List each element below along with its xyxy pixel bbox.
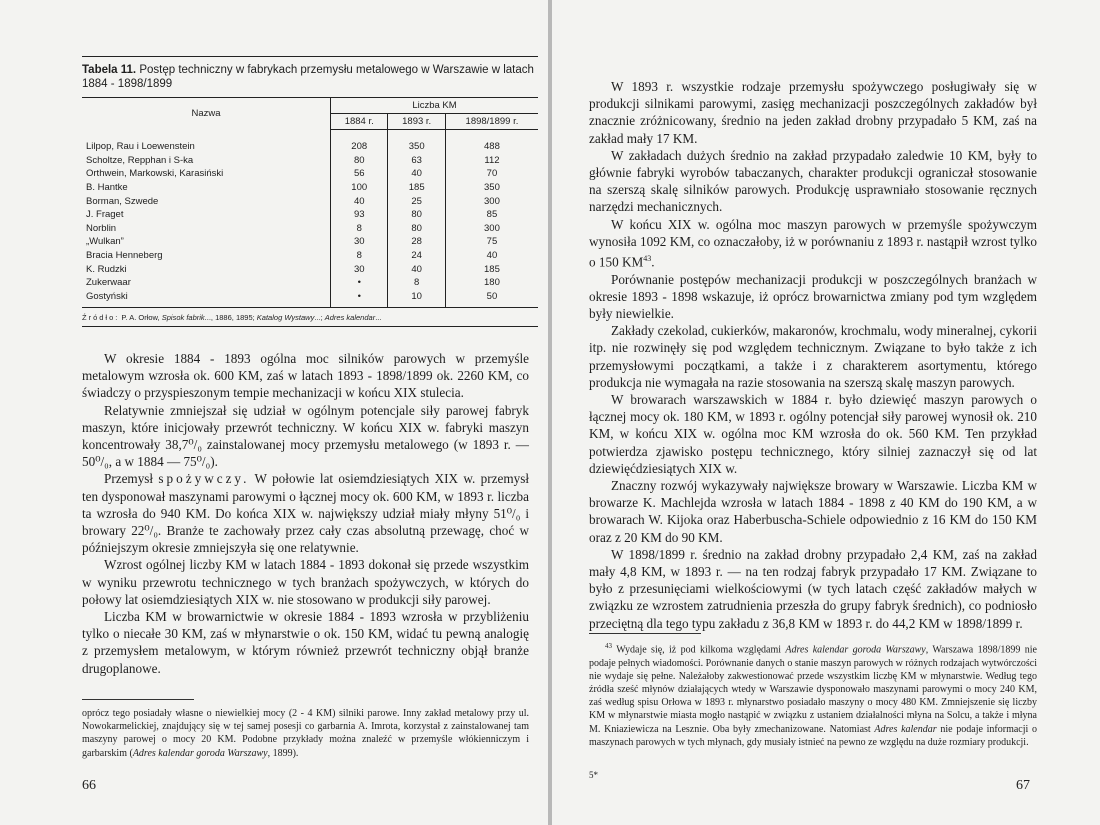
km-1898-cell: 50 — [445, 290, 538, 308]
paragraph-text: Przemysł — [104, 471, 159, 487]
table-row — [82, 167, 538, 181]
company-name-cell: Bracia Henneberg — [82, 249, 331, 263]
km-1884-cell: 8 — [356, 222, 362, 234]
km-1884-cell: 40 — [353, 195, 365, 207]
page-number-left: 66 — [82, 778, 96, 793]
km-1893-cell: 185 — [388, 181, 445, 195]
table-source — [82, 313, 538, 327]
company-name-cell: Lilpop, Rau i Loewenstein — [82, 130, 331, 154]
table-body — [82, 130, 538, 308]
km-1893-cell: 80 — [388, 222, 445, 236]
km-1898-cell: 350 — [445, 181, 538, 195]
km-1893-cell: 24 — [388, 249, 445, 263]
company-name-cell: B. Hantke — [82, 181, 331, 195]
km-1893-cell: 10 — [388, 290, 445, 308]
data-table — [82, 97, 538, 308]
column-header-year: 1898/1899 r. — [445, 114, 538, 130]
km-1898-cell: 85 — [445, 208, 538, 222]
km-1884-cell: • — [331, 290, 388, 308]
paragraph: Relatywnie zmniejszał się udział w ogólnym potencjale siły parowej fabryk maszyn, które inicjowały przewrót techniczny. W końcu XIX w. fabryki maszyn koncentrowały 38,7⁰/₀ zainstalowanej mocy przemysłu metalowego (w 1893 r. — 50⁰/₀, a w 1884 — 75⁰/₀). — [82, 402, 529, 470]
km-1898-cell: 300 — [445, 222, 538, 236]
right-body-text — [589, 78, 1037, 632]
printer-signature: 5* — [589, 770, 598, 780]
footnote-marker: 43 — [643, 254, 652, 264]
source-text: ..., 1886, 1895; — [204, 313, 257, 323]
column-header-year: 1884 r. — [331, 114, 388, 130]
km-1898-cell: 185 — [445, 262, 538, 276]
column-header-year: 1893 r. — [388, 114, 445, 130]
table-11 — [82, 56, 538, 327]
footnote-rule — [82, 699, 194, 700]
source-label: Źródło: — [82, 313, 120, 323]
table-row — [82, 154, 538, 168]
footnote-rule — [589, 633, 701, 634]
section-keyword: spożywczy. — [158, 471, 250, 487]
paragraph: W browarach warszawskich w 1884 r. było dziewięć maszyn parowych o łącznej mocy ok. 180 KM, w 1893 r. ogólny potencjał siły parowej wynosił ok. 210 KM, w końcu XIX w. ogólna moc KM wzrosła do ok. 560 KM. Ten przykład potwierdza zjawisko postępu technicznego, który silniej zaznaczył się od lat dziewięćdziesiątych XIX w. — [589, 392, 1037, 476]
paragraph: W okresie 1884 - 1893 ogólna moc silników parowych w przemyśle metalowym wzrosła ok. 600 KM, zaś w latach 1893 - 1898/1899 ok. 2260 KM, co świadczy o przyspieszonym tempie mechanizacji w końcu XIX stulecia. — [82, 351, 529, 401]
paragraph — [82, 470, 529, 556]
column-header-name: Nazwa — [82, 98, 331, 130]
company-name-cell: Zukerwaar — [82, 276, 331, 290]
table-row — [82, 276, 538, 290]
footnote-text: nie podaje informacji o maszynach parowych w tych młynach, gdy musiały istnieć na pewno ze względu na duże rozmiary produkcji. — [589, 723, 1037, 748]
footnote-title: Adres kalendar goroda Warszawy — [785, 644, 926, 656]
column-group-header: Liczba KM — [331, 98, 539, 114]
left-footnotes — [82, 707, 529, 760]
footnote — [589, 640, 1037, 749]
source-title: Adres kalendar — [324, 313, 376, 323]
km-1898-cell: 488 — [445, 130, 538, 154]
company-name-cell: Norblin — [82, 222, 331, 236]
page-left — [0, 0, 548, 825]
km-1884-cell: 80 — [353, 154, 365, 166]
source-title: Katalog Wystawy — [256, 313, 315, 323]
km-1884-cell: 208 — [351, 141, 368, 153]
paragraph: Porównanie postępów mechanizacji produkcji w poszczególnych branżach w okresie 1893 - 1898 wskazuje, iż oprócz browarnictwa zmiany pod tym względem były niewielkie. — [589, 271, 1037, 322]
footnote-text: oprócz tego posiadały własne o niewielkiej mocy (2 - 4 KM) silniki parowe. Inny zakład metalowy przy ul. Nowokarmelickiej, znajdujący się w tej samej posesji co garbarnia A. Imrota, korzystał z zainstalowanej tam maszyny parowej o mocy 20 KM. Podobne przykłady można znaleźć w przemyśle włókienniczym i garbarskim ( — [82, 708, 529, 759]
km-1884-cell: 100 — [351, 182, 368, 194]
company-name-cell: „Wulkan” — [82, 235, 331, 249]
km-1898-cell: 70 — [445, 167, 538, 181]
left-body-text — [82, 350, 529, 677]
footnote-text: , Warszawa 1898/1899 nie podaje pełnych wiadomości. Porównanie danych o stanie maszyn parowych w różnych rodzajach wytwórczości nie wydaje się pełne. Należałoby zakwestionować przede wszystkim liczbę KM w młynarstwie. Według tego źródła sześć młynów działających wtedy w Warszawie dysponowało maszynami parowymi o mocy 240 KM, zaś według spisu Orłowa w 1893 r. młynarstwo posiadało maszyny o mocy 480 KM. Zmniejszenie się liczby KM w młynarstwie miasta mogło nastąpić w związku z ustaniem działalności młyna na Solcu, a także i młyna M. Kniaziewicza na Lesznie. Oba były zmechanizowane. Natomiast — [589, 644, 1037, 735]
km-1884-cell: 8 — [356, 250, 362, 262]
km-1893-cell: 40 — [388, 262, 445, 276]
paragraph-text: W połowie lat osiemdziesiątych XIX w. przemysł ten dysponował maszynami parowymi o łącznej mocy ok. 600 KM, w 1893 r. liczba ta wzrosła do 940 KM. Do końca XIX w. największy udział miały młyny 51⁰/₀ i browary 22⁰/₀. Branże te zachowały przez cały czas absolutną przewagę, choć w późniejszym okresie zmniejszyła się one relatywnie. — [82, 471, 529, 556]
source-title: Spisok fabrik — [161, 313, 205, 323]
paragraph: Znaczny rozwój wykazywały największe browary w Warszawie. Liczba KM w browarze K. Machlejda wzrosła w latach 1884 - 1898 z 40 KM do 190 KM, a w browarach W. Kijoka oraz Haberbuscha-Schiele odpowiednio z 16 KM do 150 KM oraz z 20 KM do 90 KM. — [589, 478, 1037, 545]
company-name-cell: Gostyński — [82, 290, 331, 308]
km-1884-cell: 56 — [353, 168, 365, 180]
source-text: P. A. Orłow, — [119, 313, 162, 323]
table-caption-text: Postęp techniczny w fabrykach przemysłu metalowego w Warszawie w latach 1884 - 1898/1899 — [82, 64, 534, 90]
table-row — [82, 194, 538, 208]
table-row — [82, 262, 538, 276]
table-caption-label: Tabela 11. — [82, 64, 137, 76]
paragraph: Zakłady czekolad, cukierków, makaronów, krochmalu, wody mineralnej, cykorii itp. nie rozwinęły się pod względem technicznym. Związane to było także z ich przemysłowymi początkami, a także i z charakterem asortymentu, którego produkcja nie wymagała na razie stosowania na szerszą skalę maszyn parowych. — [589, 323, 1037, 390]
paragraph: W 1898/1899 r. średnio na zakład drobny przypadało 2,4 KM, zaś na zakład mały 4,8 KM, w 1893 r. — na ten rodzaj fabryk przypadało 17 KM. Związane to było z przesunięciami wielkościowymi (w tych latach część zakładów małych w związku ze wzrostem zatrudnienia przeszła do grupy fabryk średnich), co podniosło przeciętną dla tego typu zakładu z 36,8 KM w 1893 r. do 44,2 KM w 1898/1899 r. — [589, 546, 1037, 631]
paragraph: W zakładach dużych średnio na zakład przypadało zaledwie 10 KM, były to głównie fabryki wyrobów tabaczanych, charakter produkcji ograniczał stosowanie na szerszą skalę silników parowych. Produkcję usprawniało stosowanie ręcznych narzędzi mechanicznych. — [589, 147, 1037, 215]
km-1893-cell: 25 — [388, 194, 445, 208]
paragraph-text: W końcu XIX w. ogólna moc maszyn parowych w przemyśle spożywczym wynosiła 1092 KM, co oznaczałoby, iż w porównaniu z 1893 r. nastąpił wzrost tylko o 150 KM — [589, 216, 1037, 270]
company-name-cell: Borman, Szwede — [82, 194, 331, 208]
km-1898-cell: 75 — [445, 235, 538, 249]
right-footnotes — [589, 640, 1037, 749]
footnote-text: Wydaje się, iż pod kilkoma względami — [612, 644, 786, 656]
paragraph — [589, 216, 1037, 271]
km-1893-cell: 63 — [388, 154, 445, 168]
km-1893-cell: 8 — [388, 276, 445, 290]
table-row — [82, 181, 538, 195]
paragraph-text: . — [651, 254, 655, 270]
table-row — [82, 130, 538, 154]
company-name-cell: Orthwein, Markowski, Karasiński — [82, 167, 331, 181]
footnote-number: 43 — [605, 642, 612, 650]
km-1898-cell: 112 — [445, 154, 538, 168]
table-row — [82, 290, 538, 308]
km-1884-cell: 30 — [353, 263, 365, 275]
table-row — [82, 249, 538, 263]
page-number-right: 67 — [1016, 778, 1030, 793]
paragraph: Liczba KM w browarnictwie w okresie 1884 - 1893 wzrosła w przybliżeniu tylko o niecałe 30 KM, zaś w młynarstwie o ok. 150 KM, widać tu pewną analogię z przemysłem metalowym, w którym również przewrót techniczny objął branże drugoplanowe. — [82, 609, 529, 676]
km-1884-cell: 30 — [353, 236, 365, 248]
km-1893-cell: 28 — [388, 235, 445, 249]
footnote-title: Adres kalendar — [874, 723, 937, 735]
km-1884-cell: 93 — [353, 209, 365, 221]
paragraph: Wzrost ogólnej liczby KM w latach 1884 - 1893 dokonał się przede wszystkim w wyniku przewrotu technicznego w tych branżach spożywczych, w których do połowy lat osiemdziesiątych XIX w. nie stosowano w produkcji siły parowej. — [82, 557, 529, 607]
company-name-cell: J. Fraget — [82, 208, 331, 222]
km-1898-cell: 180 — [445, 276, 538, 290]
footnote-text: , 1899). — [267, 747, 299, 759]
km-1884-cell: • — [357, 277, 361, 289]
km-1893-cell: 350 — [388, 130, 445, 154]
source-text: ...; — [314, 313, 325, 323]
km-1893-cell: 40 — [388, 167, 445, 181]
footnote-title: Adres kalendar goroda Warszawy — [132, 747, 268, 759]
table-row — [82, 208, 538, 222]
paragraph: W 1893 r. wszystkie rodzaje przemysłu spożywczego posługiwały się w produkcji silnikami parowymi, zasięg mechanizacji poszczególnych zakładów był znacznie zróżnicowany, średnio na jeden zakład drobny przypadało 5 KM, zaś na zakład mały 17 KM. — [589, 79, 1037, 146]
km-1898-cell: 40 — [445, 249, 538, 263]
source-text: ... — [375, 313, 382, 323]
km-1893-cell: 80 — [388, 208, 445, 222]
company-name-cell: Scholtze, Repphan i S-ka — [82, 154, 331, 168]
footnote — [82, 707, 529, 760]
table-row — [82, 235, 538, 249]
table-caption — [82, 56, 538, 91]
table-row — [82, 222, 538, 236]
km-1898-cell: 300 — [445, 194, 538, 208]
company-name-cell: K. Rudzki — [82, 262, 331, 276]
